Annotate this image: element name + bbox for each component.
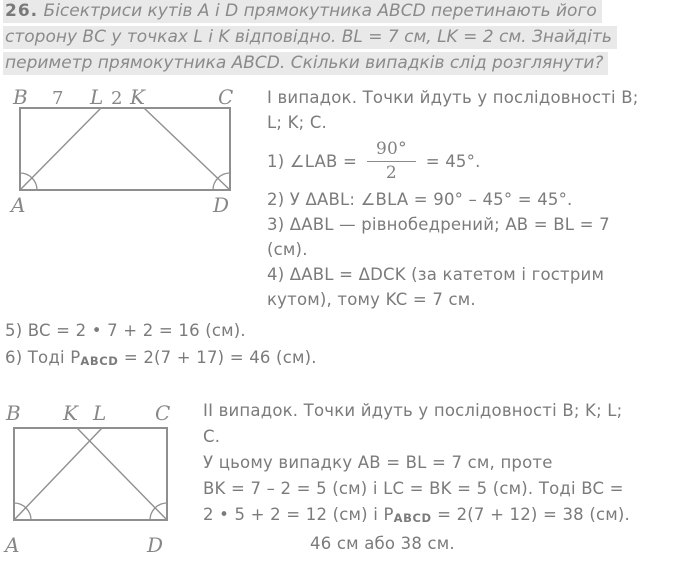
vertex-label-d: D (213, 193, 230, 217)
point-label-l: L (90, 85, 104, 109)
point-label-l: L (93, 401, 107, 425)
case1-diagram (0, 85, 260, 220)
vertex-label-c: C (218, 85, 234, 109)
segment-label-bl: 7 (52, 88, 64, 109)
case2-line2: У цьому випадку AB = BL = 7 см, проте (203, 453, 553, 472)
step6-suffix: = 2(7 + 17) = 46 (см). (118, 348, 317, 367)
case2-intro-cont: C. (203, 427, 221, 446)
vertex-label-a: A (5, 533, 20, 557)
fraction-denominator: 2 (385, 163, 397, 183)
case1-step3-cont: (см). (267, 240, 308, 259)
fraction-90-over-2 (367, 139, 416, 184)
rectangle-abcd (20, 108, 230, 190)
highlighted-text (3, 0, 602, 23)
perimeter-subscript: ABCD (80, 354, 119, 368)
case1-solution (267, 85, 695, 312)
problem-statement (3, 1, 617, 79)
case2-solution (203, 398, 695, 557)
case2-line3: BK = 7 – 2 = 5 (см) і LC = BK = 5 (см). Тоді BC = (203, 479, 624, 498)
line4-prefix: 2 • 5 + 2 = 12 (см) і P (203, 505, 394, 524)
case1-step1 (267, 135, 695, 187)
segment-label-lk: 2 (111, 88, 123, 109)
case1-intro: І випадок. Точки йдуть у послідовності B; (267, 88, 639, 107)
bisector-d-to-k (144, 108, 230, 190)
case1-results (5, 317, 645, 375)
problem-text: сторону BC у точках L і K відповідно. BL = 7 см, LK = 2 см. Знайдіть (5, 27, 612, 47)
case1-step4: 4) ΔABL = ΔDCK (за катетом і гострим (267, 265, 605, 284)
case1-step3: 3) ΔABL — рівнобедрений; AB = BL = 7 (267, 215, 610, 234)
bisector-a-to-l (14, 428, 102, 520)
perimeter-subscript: ABCD (393, 511, 432, 525)
vertex-label-b: B (13, 85, 28, 109)
problem-line (3, 27, 617, 53)
highlighted-text (3, 52, 608, 75)
vertex-label-a: A (11, 193, 26, 217)
case2-line4 (203, 502, 695, 531)
case1-step6 (5, 344, 645, 375)
problem-line (3, 53, 617, 79)
bisector-d-to-k (77, 428, 167, 520)
line4-suffix: = 2(7 + 12) = 38 (см). (431, 505, 630, 524)
fraction-numerator: 90° (367, 139, 416, 162)
highlighted-text (3, 26, 617, 49)
point-label-k: K (130, 85, 145, 109)
problem-text: Бісектриси кутів A і D прямокутника ABCD перетинають його (43, 1, 597, 21)
step6-prefix: 6) Тоді P (5, 348, 81, 367)
vertex-label-b: B (6, 401, 21, 425)
vertex-label-d: D (147, 533, 164, 557)
case1-intro-cont: L; K; C. (267, 113, 327, 132)
final-answer: 46 см або 38 см. (310, 534, 455, 553)
case1-step2: 2) У ΔABL: ∠BLA = 90° – 45° = 45°. (267, 190, 573, 209)
step1-suffix: = 45°. (425, 151, 481, 171)
step1-prefix: 1) ∠LAB = (267, 151, 358, 171)
case1-step5: 5) BC = 2 • 7 + 2 = 16 (см). (5, 321, 246, 340)
point-label-k: K (63, 401, 78, 425)
vertex-label-c: C (155, 401, 171, 425)
case2-diagram (0, 390, 200, 562)
case1-step4-cont: кутом), тому KC = 7 см. (267, 290, 476, 309)
problem-number: 26. (5, 1, 39, 21)
problem-text: периметр прямокутника ABCD. Скільки випадків слід розглянути? (5, 53, 604, 73)
problem-line (3, 1, 617, 27)
case2-intro: ІІ випадок. Точки йдуть у послідовності B; K; L; (203, 401, 623, 420)
